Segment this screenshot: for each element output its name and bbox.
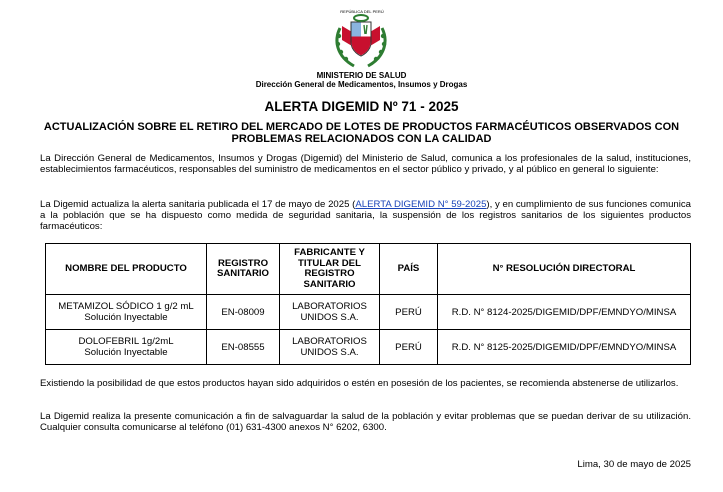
alert-title: ALERTA DIGEMID Nº 71 - 2025 bbox=[264, 99, 459, 114]
product-form: Solución Inyectable bbox=[84, 347, 168, 358]
manufacturer-cell bbox=[280, 295, 380, 330]
table-row bbox=[46, 330, 691, 365]
closing-paragraph: La Digemid realiza la presente comunicación a fin de salvaguardar la salud de la población y evitar problemas que se puedan derivar de su utilización. Cualquier consulta comunicarse al teléfono (01) 631-4300 anexos N° 6202, 6300. bbox=[40, 411, 691, 434]
products-table bbox=[45, 243, 691, 365]
column-header-resolution: N° RESOLUCIÓN DIRECTORAL bbox=[438, 244, 691, 295]
peru-coat-of-arms-icon bbox=[330, 6, 392, 70]
product-form: Solución Inyectable bbox=[84, 312, 168, 323]
recommendation-paragraph: Existiendo la posibilidad de que estos productos hayan sido adquiridos o estén en posesión de los pacientes, se recomienda abstenerse de utilizarlos. bbox=[40, 378, 679, 389]
column-header-product: NOMBRE DEL PRODUCTO bbox=[46, 244, 207, 295]
ministry-name: MINISTERIO DE SALUD bbox=[316, 71, 407, 80]
product-name: DOLOFEBRIL 1g/2mL bbox=[78, 336, 174, 347]
product-cell bbox=[46, 295, 207, 330]
resolution-cell: R.D. N° 8124-2025/DIGEMID/DPF/EMNDYO/MINSA bbox=[438, 295, 691, 330]
registry-cell: EN-08555 bbox=[207, 330, 280, 365]
resolution-cell: R.D. N° 8125-2025/DIGEMID/DPF/EMNDYO/MINSA bbox=[438, 330, 691, 365]
manufacturer-line2: UNIDOS S.A. bbox=[300, 312, 359, 323]
place-date: Lima, 30 de mayo de 2025 bbox=[577, 459, 691, 470]
registry-cell: EN-08009 bbox=[207, 295, 280, 330]
intro-paragraph: La Dirección General de Medicamentos, Insumos y Drogas (Digemid) del Ministerio de Salud, comunica a los profesionales de la salud, instituciones, establecimientos farmacéuticos, responsables del suministro de medicamentos en el sector público y privado, y al público en general lo siguiente: bbox=[40, 153, 691, 176]
manufacturer-line2: UNIDOS S.A. bbox=[300, 347, 359, 358]
manufacturer-cell bbox=[280, 330, 380, 365]
alert-subject: ACTUALIZACIÓN SOBRE EL RETIRO DEL MERCADO DE LOTES DE PRODUCTOS FARMACÉUTICOS OBSERVADOS CON PROBLEMAS RELACIONADOS CON LA CALIDAD bbox=[43, 121, 680, 145]
crest-motto: REPÚBLICA DEL PERÚ bbox=[340, 9, 384, 14]
update-text-before: La Digemid actualiza la alerta sanitaria publicada el 17 de mayo de 2025 ( bbox=[40, 199, 356, 210]
update-paragraph bbox=[40, 199, 691, 233]
table-header-row bbox=[46, 244, 691, 295]
column-header-registry: REGISTRO SANITARIO bbox=[207, 244, 280, 295]
table-row bbox=[46, 295, 691, 330]
directorate-name: Dirección General de Medicamentos, Insumos y Drogas bbox=[255, 80, 468, 89]
manufacturer-line1: LABORATORIOS bbox=[292, 301, 367, 312]
ministry-header bbox=[0, 71, 723, 89]
update-text-after: ), y en cumplimiento de sus funciones comunica a la población que se ha dispuesto como medida de seguridad sanitaria, la suspensión de los registros sanitarios de los siguientes productos farmacéuticos: bbox=[40, 199, 692, 233]
country-cell: PERÚ bbox=[380, 295, 438, 330]
alert-59-2025-link[interactable]: ALERTA DIGEMID N° 59-2025 bbox=[355, 199, 487, 210]
manufacturer-line1: LABORATORIOS bbox=[292, 336, 367, 347]
column-header-manufacturer: FABRICANTE Y TITULAR DEL REGISTRO SANITARIO bbox=[280, 244, 380, 295]
country-cell: PERÚ bbox=[380, 330, 438, 365]
product-cell bbox=[46, 330, 207, 365]
column-header-country: PAÍS bbox=[380, 244, 438, 295]
product-name: METAMIZOL SÓDICO 1 g/2 mL bbox=[58, 301, 194, 312]
